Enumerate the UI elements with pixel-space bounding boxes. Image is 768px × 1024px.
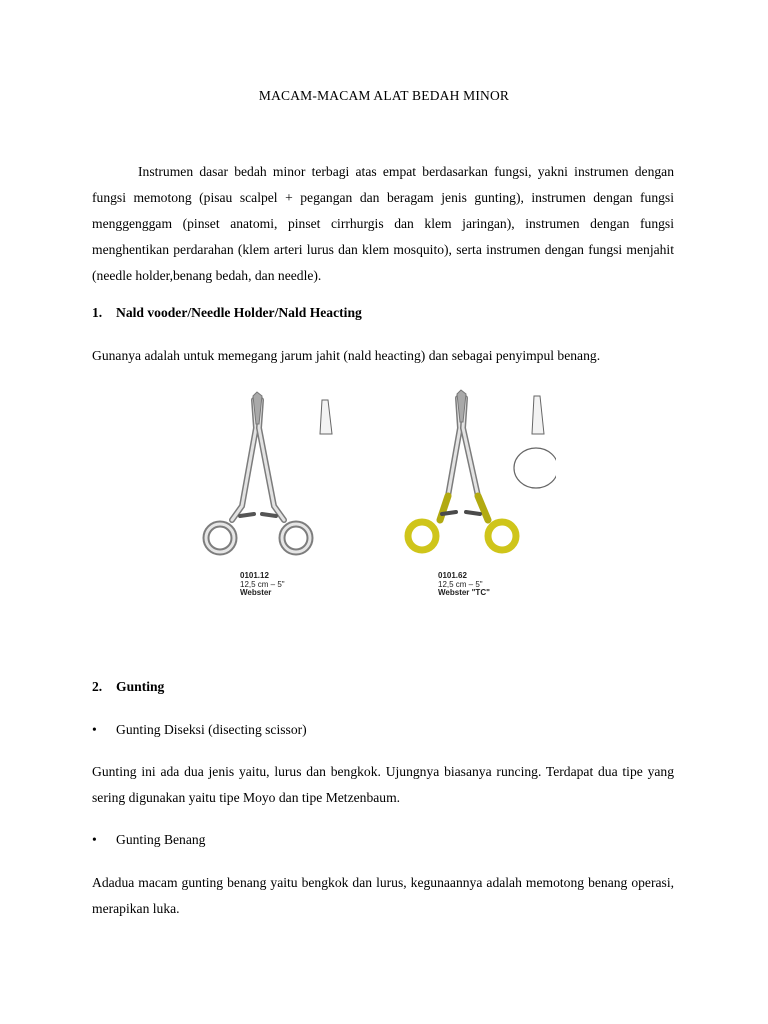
section-1-title: Nald vooder/Needle Holder/Nald Heacting (116, 305, 362, 320)
page-title: MACAM-MACAM ALAT BEDAH MINOR (258, 88, 510, 103)
jaw-tip-steel-icon (320, 400, 332, 434)
bullet-item-2 (92, 832, 205, 848)
bullet-item-1 (92, 722, 307, 738)
intro-paragraph: Instrumen dasar bedah minor terbagi atas empat berdasarkan fungsi, yakni instrumen dengan fungsi memotong (pisau scalpel + pegangan dan beragam jenis gunting), instrumen dengan fungsi menggenggam (pinset anatomi, pinset cirrhurgis dan klem jaringan), instrumen dengan fungsi menghentikan perdarahan (klem arteri lurus dan klem mosquito), serta instrumen dengan fungsi menjahit (needle holder,benang bedah, dan needle). (92, 164, 674, 283)
caption-item-1 (240, 572, 285, 598)
section-2-paragraph-2: Adadua macam gunting benang yaitu bengkok dan lurus, kegunaannya adalah memotong benang operasi, merapikan luka. (92, 875, 674, 916)
section-2-paragraph-1: Gunting ini ada dua jenis yaitu, lurus dan bengkok. Ujungnya biasanya runcing. Terdapat dua tipe yang sering digunakan yaitu tipe Moyo dan tipe Metzenbaum. (92, 764, 674, 805)
section-1-body: Gunanya adalah untuk memegang jarum jahit (nald heacting) dan sebagai penyimpul benang. (92, 348, 601, 363)
caption-1-name: Webster (240, 588, 272, 597)
bullet-2-text: Gunting Benang (116, 832, 206, 847)
caption-2-name: Webster "TC" (438, 588, 490, 597)
jaw-tip-tc-icon (532, 396, 544, 434)
section-1-number: 1. (92, 305, 103, 320)
needle-holder-steel-icon (206, 392, 310, 552)
section-1-heading (92, 305, 362, 321)
caption-2-size: 12,5 cm – 5" (438, 579, 483, 589)
section-2-heading (92, 679, 164, 695)
section-2-number: 2. (92, 679, 103, 694)
bullet-1-text: Gunting Diseksi (disecting scissor) (116, 722, 307, 737)
needle-holder-tc-icon (408, 390, 516, 550)
caption-1-size: 12,5 cm – 5" (240, 579, 285, 589)
bullet-icon: • (92, 832, 97, 847)
needle-ring-icon (514, 448, 556, 488)
bullet-icon: • (92, 722, 97, 737)
needle-holder-figure (196, 388, 556, 610)
caption-item-2 (438, 572, 490, 598)
section-2-title: Gunting (116, 679, 165, 694)
caption-2-code: 0101.62 (438, 571, 467, 580)
caption-1-code: 0101.12 (240, 571, 269, 580)
